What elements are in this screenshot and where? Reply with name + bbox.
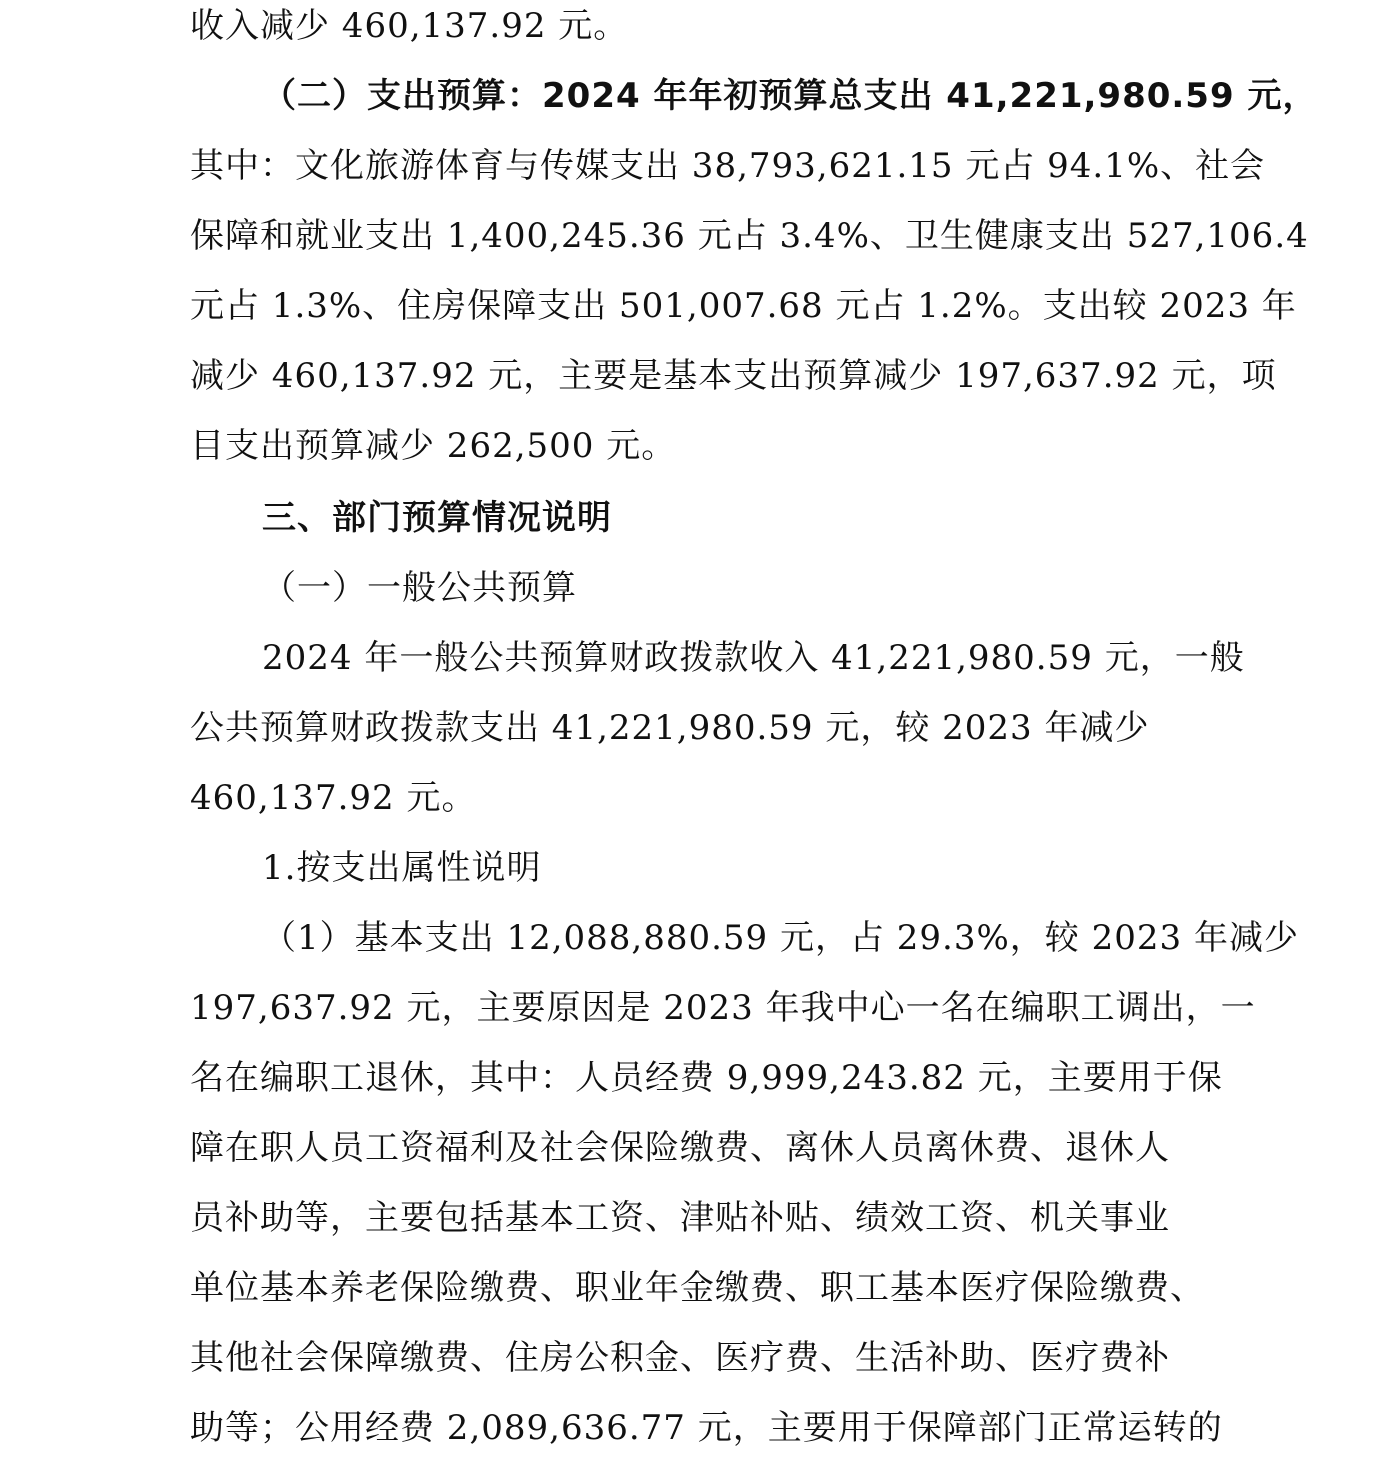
section-heading-department-budget: 三、部门预算情况说明 — [262, 498, 612, 538]
subheading-by-expenditure-attribute: 1.按支出属性说明 — [262, 848, 542, 888]
text-line: 保障和就业支出 1,400,245.36 元占 3.4%、卫生健康支出 527,106.4 — [190, 216, 1309, 256]
text-line: （1）基本支出 12,088,880.59 元，占 29.3%，较 2023 年减少 — [262, 918, 1299, 958]
text-line: 收入减少 460,137.92 元。 — [190, 6, 629, 46]
text-line: 197,637.92 元，主要原因是 2023 年我中心一名在编职工调出，一 — [190, 988, 1256, 1028]
text-line: 其他社会保障缴费、住房公积金、医疗费、生活补助、医疗费补 — [190, 1338, 1170, 1378]
text-line: 名在编职工退休，其中：人员经费 9,999,243.82 元，主要用于保 — [190, 1058, 1223, 1098]
text-line: 其中：文化旅游体育与传媒支出 38,793,621.15 元占 94.1%、社会 — [190, 146, 1266, 186]
text-line: 公共预算财政拨款支出 41,221,980.59 元，较 2023 年减少 — [190, 708, 1150, 748]
text-line: 单位基本养老保险缴费、职业年金缴费、职工基本医疗保险缴费、 — [190, 1268, 1205, 1308]
text-line: 元占 1.3%、住房保障支出 501,007.68 元占 1.2%。支出较 2023 年 — [190, 286, 1297, 326]
text-line: 目支出预算减少 262,500 元。 — [190, 426, 677, 466]
text-line: 员补助等，主要包括基本工资、津贴补贴、绩效工资、机关事业 — [190, 1198, 1170, 1238]
subsection-heading-general-public-budget: （一）一般公共预算 — [262, 568, 577, 608]
text-line: 减少 460,137.92 元，主要是基本支出预算减少 197,637.92 元，项 — [190, 356, 1277, 396]
text-line: 460,137.92 元。 — [190, 778, 477, 818]
text-line: 助等；公用经费 2,089,636.77 元，主要用于保障部门正常运转的 — [190, 1408, 1223, 1448]
text-line: 2024 年一般公共预算财政拨款收入 41,221,980.59 元，一般 — [262, 638, 1245, 678]
text-line: 障在职人员工资福利及社会保险缴费、离休人员离休费、退休人 — [190, 1128, 1170, 1168]
section-heading-expenditure-budget: （二）支出预算：2024 年年初预算总支出 41,221,980.59 元， — [262, 76, 1318, 116]
